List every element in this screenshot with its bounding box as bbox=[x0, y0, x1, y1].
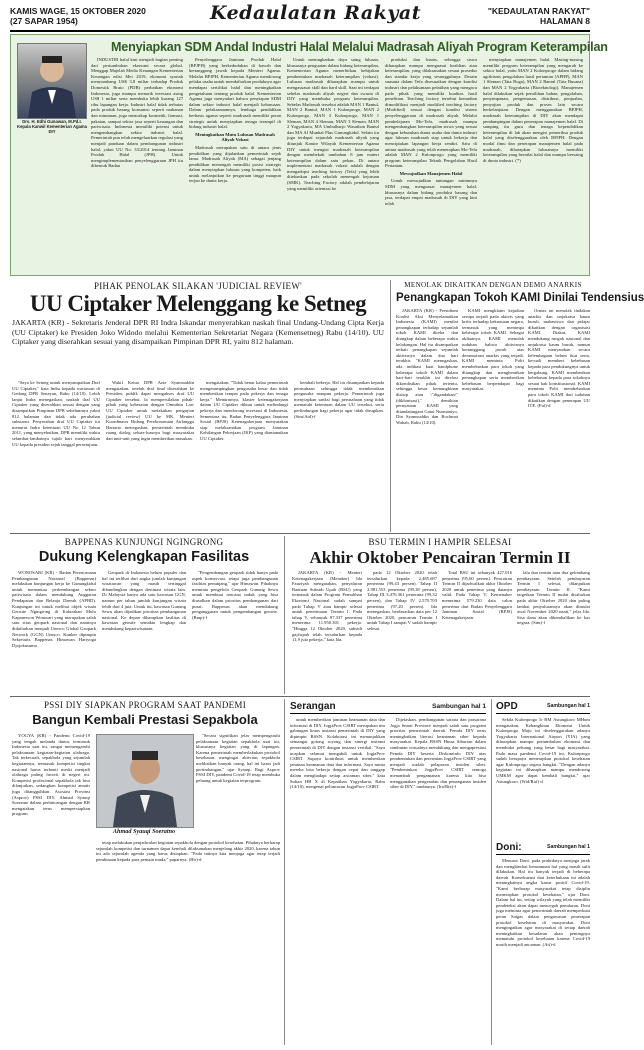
top-story-col5: menyiapkan manajemen halal. Masing-masing memiliki program keterampilan yang mengarah ke sektor halal, yaitu MAN 2 Kulonprogo dalam bidang agribisnis pengolahan hasil pertanian (APHP), MAN 1 Sleman (Tata Boga), MAN 2 Bantul (Tata Busana) dan MAN 2 Yogyakarta (Bioteknologi). Manajemen halal dilakukan sejak pemilihan bahan, pengolahan, penyimpanan, pengemasan, distribusi, penjualan, penyajian produk dan proses lain secara berkelanjutan. Dengan menggunakan BPJPH, madrasah keterampilan di DIY akan mendapat pendampingan dalam penerapan manajemen halal. Di samping itu guru dan tenaga kependidikan keterampilan di lab akan mengisi pemeriksa produk halal yang diselenggarakan oleh BPJPH. Dengan modal ilmu dan penerapan manajemen halal pada madrasah, diharapkan lulusannya memiliki keterampilan yang bernilai halal dan mampu bersaing di dunia industri. (*) bbox=[483, 57, 583, 163]
story4-kicker: BAPPENAS KUNJUNGI NGINGRONG bbox=[64, 537, 224, 547]
paper-logo: Kedaulatan Rakyat bbox=[210, 2, 421, 24]
doni-title: Doni: bbox=[496, 842, 522, 853]
date-sub: (27 SAPAR 1954) bbox=[10, 16, 78, 26]
story6-col2: "Secara signifikan jelas mempengaruhi pelaksanaan kegiatan sepakbola usai ini, khususnya kegiatan yang di lapangan. Karena pemerintah memberlakukan protokol kesehatan, mengingat aktivitas sepakbola melibatkan banyak orang, hal ini harus jadi pertimbangan," ujar Syauqi. Bagi Asprov PSSI DIY, pandemi Covid-19 tetap membuka peluang untuk kegiatan terprogram. bbox=[196, 733, 280, 783]
story6-kicker: PSSI DIY SIAPKAN PROGRAM SAAT PANDEMI bbox=[43, 700, 247, 710]
top-story-col2: Penyelenggara Jaminan Produk Halal (BPJPH) yang berkedudukan di bawah dan bertanggung jawab kepada Menteri Agama. Melalui BPJPH, Kementerian Agama mendorong pelaku usaha untuk mendaftarkan produknya agar mendapat sertifikat halal dan meningkatkan pengetahuan tentang produk halal. Kementerian Agama juga menyadari bahwa penyiapan SDM dalam sektor industri halal menjadi keharusan. Dalam pelaksanaannya, lembaga pendidikan berbasis agama seperti madrasah memiliki peran strategis untuk menyiapkan tenaga terampil di bidang industri halal. Meningkatkan Mutu Lulusan Madrasah Aliyah Vokasi Madrasah merupakan satu di antara jenis pendidikan yang dijalankan pemerintah sejak lama. Madrasah Aliyah (MA) sebagai jenjang pendidikan menengah memiliki posisi strategis dalam menyiapkan lulusan yang kompeten, baik untuk melanjutkan ke perguruan tinggi maupun terjun ke dunia kerja. bbox=[189, 57, 281, 184]
story2-kicker: PIHAK PENOLAK SILAKAN 'JUDICIAL REVIEW' bbox=[93, 281, 303, 291]
serangan-col2: Dijelaskan, pembangunan sarana dan prasarana Jogja Smart Province menjadi salah satu program prioritas pemerintah daerah. Pemda DIY terus meningkatkan literasi keamanan siber kepada masyarakat. Kepala BSSN Hinsa Siburian dalam sambutan virtualnya mendukung dan mengapresiasi Pemda DIY beserta Diskominfo DIY atas pembentukan dan peresmian JogjaProv CSIRT yang menjadi wadah pelaporan insiden siber. "Pembentukan JogjaProv CSIRT semoga menambah pengamanan karena kita bisa menggunakan pengenalan dan penanganan insiden siber di DIY," tandasnya. (Ira/Riz)-f bbox=[390, 717, 486, 790]
opd-sub: Sambungan hal 1 bbox=[547, 703, 590, 709]
story4-col1: WONOSARI (KR) - Badan Perencanaan Pembangunan Nasional (Bappenas) melakukan kunjungan kerja ke Gunungkidul untuk memantau perkembangan sektor pariwisata dalam mendukung Anggaran Pendapatan dan Belanja Daerah (APBD). Kunjungan ini untuk melihat objek wisata Geosite Ngingrong di Kalurahan Mulo Kapanewon Wonosari yang merupakan salah satu situs geopark nasional dan nantinya didaftarkan menjadi Unesco Global Geopark Network (GGN) Unesco. Kunker dipimpin Sekretaris Bappenas Himawan Hariyoga Djojokusumo. bbox=[12, 570, 96, 648]
top-story-box bbox=[10, 34, 608, 276]
opd-title: OPD bbox=[496, 701, 518, 712]
serangan-sub: Sambungan hal 1 bbox=[432, 703, 486, 710]
official-photo bbox=[17, 43, 87, 119]
section-label: "KEDAULATAN RAKYAT" bbox=[487, 6, 590, 16]
story5-kicker: BSU TERMIN I HAMPIR SELESAI bbox=[368, 537, 512, 547]
story2-col2: Wakil Ketua DPR Aziz Syamsuddin mengatakan, setelah draf final diserahkan ke Presiden, publik dapat mengakses draf UU Ciptaker tersebut. Ia mempersilakan pihak-pihak yang keberatan dengan Omnibus Law UU Ciptaker untuk melakukan pengujian (judicial review) UU ke MK. Menteri Koordinator Bidang Perekonomian Airlangga Hartarto menegaskan, pemerintah membuka ruang dialog seluas-luasnya bagi masyarakat dan unit-unit yang ingin memberikan masukan. bbox=[106, 380, 194, 441]
divider-vertical-4 bbox=[491, 699, 492, 1045]
photo-caption: Drs. H. Edhi Gunawan, M.Pd.I. Kepala Kanwil Kementerian Agama DIY bbox=[17, 119, 87, 134]
story6-col1: YOGYA (KR) - Pandemi Covid-19 yang tengah melanda dunia, termasuk Indonesia saat ini, sangat memengaruhi pelaksanaan kegiatan-kegiatan olahraga. Tak terkecuali, sepakbola yang sejumlah kegiatannya, termasuk kompetisi tingkat nasional harus terhenti meski menjadi olahraga paling favorit di negeri ini. Kompetisi profesional sepakbola tak bisa dilanjutkan, sedangkan kompetisi amatir juga ditangguhkan. Asosiasi Provinsi (Asprov) PSSI DIY, Ahmad Syauqi Soeratno dalam perbincangan dengan KR mengatakan terus mempersiapkan program. bbox=[12, 733, 90, 817]
serangan-header bbox=[290, 701, 486, 714]
masthead-rule bbox=[10, 30, 590, 32]
story3-col2: KAMI mengklaim kejadian serupa terjadi pada aktivis yang kritis terhadap kekuasaan negara, termasuk yang menimpa beberapa tokoh KAMI. Sebagai akibatnya, KAMI menolak tuduhan bahwa aktivisnya bertanggung jawab atas demonstrasi anarkis yang terjadi. KAMI meminta Polri membebaskan para tokoh yang ditangkap dan menghentikan penangkapan serta memberikan kebebasan berpendapat bagi masyarakat. bbox=[462, 308, 524, 392]
story5-col2: pada 12 Oktober 2020 telah tersalurkan kepada 2,485.687 penerima (99,43 persen). Tahap II 2.981.553 penerima (99,38 persen), Tahap III 3.476.361 penerima (99,32 persen), dan Tahap IV 2.579.703 penerima (97,20 persen). Ida menegaskan, berdasarkan data per 12 Oktober 2020, pencairan Termin I untuk Tahap I sampai V sudah hampir selesai. bbox=[367, 570, 437, 631]
top-story-col1: INDUSTRI halal kini menjadi bagian penting dari pertumbuhan ekonomi secara global. Menggap Majelah Media Keuangan Kementerian Keuangan edisi Mei 2019, ekonomi syariah menyumbang US$ 3,8 miliar terhadap Produk Domestik Bruto (PDB) perbaikan ekonomi Indonesia, juga mampu menarik investasi asing US$ 1 miliar serta membuka lebih kurang 127 ribu lapangan kerja. Industri halal tidak terbatas pada produk barang konsumsi seperti makanan dan minuman, juga mencakup kosmetik, farmasi, pakaian, sampai sektor jasa seperti keuangan dan pariwisata. Indonesia memiliki potensi untuk mengembangkan sektor industri halal. Pemerintah pun telah mengeluarkan regulasi yang menjadi panduan dalam pembangunan industri halal, yakni UU No. 33/2014 tentang Jaminan Produk Halal (JPH). Untuk mengimplementasikan penyelenggaraan JPH itu dibentuk Badan bbox=[91, 57, 183, 169]
top-story-subhead-1: Meningkatkan Mutu Lulusan Madrasah Aliyah Vokasi bbox=[195, 131, 275, 143]
story3-col3: Ormas ini menolak tindakan anarkis dan unjukrasa kaum buruh, mahasiswa dan pelajar dikaitkan dengan organisasi KAMI. Diakui, KAMI mendukung mogok nasional dan unjukrasa kaum buruh, namun KAMI menyatakan secara kelembagaan belum ikut serta, kecuali memberi kebebasan kepada para pendukungnya untuk bergabung. KAMI memberikan kebebasan kepada para tokohnya sesuai hak konstitusional. KAMI meminta Polri membebaskan para tokoh KAMI dari tuduhan dikaitkan dengan penerapan UU ITE. (Ful)-d bbox=[528, 308, 590, 409]
portrait-icon bbox=[18, 44, 86, 118]
top-story-subhead-2: Mewujudkan Manajemen Halal bbox=[399, 170, 463, 176]
divider-vertical-3 bbox=[284, 699, 285, 1045]
pssi-photo-caption: Ahmad Syauqi Soeratno bbox=[112, 828, 176, 835]
story2-lead: JAKARTA (KR) - Sekretaris Jenderal DPR RI Indra Iskandar menyerahkan naskah final Undang-Undang Cipta Kerja (UU Ciptaker) ke Presiden Joko Widodo melalui Kementerian Sekretariat Negara (Kemensetneg) Rabu (14/10). UU Ciptaker yang diserahkan sesuai yang disampaikan Pimpinan DPR RI, yaitu 812 halaman. bbox=[12, 318, 384, 347]
story5-col3: Total BSU ini sebanyak 427.016 penerima (95,60 persen). Pencairan Termin II dijadwalkan akhir Oktober 2020 untuk penerima yang datanya valid. Pada Tahap V, Kemenaker menerima 579.230 data calon penerima dari Badan Penyelenggara Jaminan Sosial (BPJS) Ketenagakerjaan. bbox=[442, 570, 512, 620]
divider-horizontal-2 bbox=[10, 696, 590, 697]
doni-col: Menurut Doni, pada praktiknya menjaga jarak dan menghindari kerumunan hal yang masih sulit dilakukan. Hal itu banyak terjadi di beberapa daerah. Konsekuensi dari keterbukaan ini adalah meningkatnya angka kasus positif Covid-19. "Kami berharap masyarakat tetap disiplin menerapkan protokol kesehatan," ujar Doni. Dalam hal ini, setiap wilayah yang telah memiliki pendeteksi akan dapat mencegah penularan. Doni juga meminta agar pemerintah daerah memperkuat peran Satgas dalam pengawasan penerapan protokol kesehatan di masyarakat. Doni mengingatkan agar masyarakat di setiap daerah meningkatkan kesadaran akan pentingnya mematuhi protokol kesehatan karena Covid-19 masih menjadi ancaman. (Ati)-d bbox=[496, 858, 590, 947]
story2-headline: UU Ciptaker Melenggang ke Setneg bbox=[29, 291, 367, 316]
story4-headline: Dukung Kelengkapan Fasilitas bbox=[38, 549, 250, 565]
portrait-icon bbox=[97, 735, 193, 827]
opd-header bbox=[496, 701, 590, 714]
doni-header bbox=[496, 842, 590, 855]
story4-col3: "Pengembangan geopark tidak hanya pada aspek konservasi, tetapi juga pembangunan fasilitas penunjang," ujar Himawan. Pihaknya meminta pengelola Geopark Gunung Sewu untuk membuat rencana induk yang bisa diusulkan dalam prioritas pembangunan dari pusat. Bappenas akan mendukung penganggaran untuk pengembangan geosite. (Bmp)-f bbox=[192, 570, 278, 620]
opd-col: Sekda Kulonprogo Ir RM Astungkoro MHum mengatakan, Kebangkitan Ekonomi Untuk Kulonprogo Maju ini diselenggarakan adanya Yogyakarta International Airport (YIA) yang diharapkan mampu pertumbuhan ekonomi dan membuka peluang yang besar bagi masyarakat. Pada masa pandemi Covid-19 ini, Kulonprogo sudah berupaya menerapkan protokol kesehatan agar Kulonprogo segera bangkit. "Dengan adanya kegiatan ini diharapkan mampu mendorong UMKM agar dapat kembali bangkit," ujar Astungkoro. (Wid/Ruf)-d bbox=[496, 717, 590, 784]
serangan-title: Serangan bbox=[290, 701, 336, 712]
story2-col4: kembali bekerja. Hal itu disampaikan kepada perusahaan sehingga tidak memberatkan pengusaha maupun pekerja. Pemerintah juga menyiapkan sanksi bagi perusahaan yang tidak mematuhi ketentuan dalam UU tersebut, serta perlindungan bagi pekerja agar tidak dirugikan. (Sim/Atd)-f bbox=[294, 380, 384, 419]
story2-col3: mengatakan, "Tidak benar kalau pemerintah mengesampingkan pengusaha besar dan tidak memberikan tempat pada pekerja dan tenaga kerja." Menurutnya, klaster ketenagakerjaan dalam UU Ciptaker dibuat untuk melindungi pekerja dan mendorong investasi di Indonesia. Sementara itu, Badan Penyelenggara Jaminan Sosial (BPJS) Ketenagakerjaan menyatakan siap melaksanakan program Jaminan Kehilangan Pekerjaan (JKP) yang diamanatkan UU Ciptaker. bbox=[200, 380, 288, 441]
page-number: HALAMAN 8 bbox=[539, 16, 590, 26]
story3-headline: Penangkapan Tokoh KAMI Dinilai Tendensius bbox=[396, 292, 644, 304]
story5-headline: Akhir Oktober Pencairan Termin II bbox=[309, 548, 571, 567]
story5-col4: lalu dua termin atau dua gelombang pembayaran. Setelah pembayaran Termin I selesai, dilanjutkan pembayaran Termin II. "Kami targetkan Termin II mulai disalurkan pada akhir Oktober 2020 dan paling lambat penyalurannya akan dimulai awal November 2020 nanti," jelas Ida. Sisa dana akan dikembalikan ke kas negara. (Sim)-f bbox=[517, 570, 590, 626]
story2-col1: "Saya ke Setneg untuk menyampaikan Draf UU Ciptaker," kata Indra kepada wartawan di Gedung DPR Senayan, Rabu (14/10). Lebih lanjut Indra menegaskan, naskah draf UU Ciptaker yang diserahkan sesuai dengan yang disampaikan Pimpinan DPR sebelumnya yakni 812 halaman dan tidak ada perubahan substansi. Penyerahan draf UU Ciptaker itu menurut Indra ketentuan UU No 12 Tahun 2011, yang menyebutkan, DPR memiliki waktu selambat-lambatnya tujuh hari menyerahkan UU kepada presiden sejak tanggal persetujuan. bbox=[12, 380, 100, 447]
divider-vertical-2 bbox=[284, 536, 285, 694]
divider-horizontal-1 bbox=[10, 533, 590, 534]
story5-col1: JAKARTA (KR) - Menteri Ketenagakerjaan (Menaker) Ida Fauziyah mengatakan, penyaluran Bantuan Subsidi Upah (BSU) yang termasuk dalam Program Pemulihan Ekonomi Nasional sudah sampai pada Tahap V atau hampir selesai untuk penerimaan Termin I. Pada tahap V, sebanyak 97.337 penerima menerima 11.950.301 pekerja. "Hingga 12 Oktober 2020, subsidi gaji/upah telah tersalurkan kepada 11,9 juta pekerja," kata Ida. bbox=[292, 570, 362, 643]
doni-sub: Sambungan hal 1 bbox=[547, 844, 590, 850]
top-story-col4: produksi dan bisnis, sehingga siswa diharapkan mampu menguasai keahlian atau keterampilan, yang dilaksanakan sesuai prosedur dan standar kerja yang sesungguhnya. Desain suasana dalam Tefa disesuaikan dengan kondisi industri dan pelaksanaan pelatihan yang mengacu pada pihak yang memiliki kualitas hasil penelitian. Teaching factory tersebut kemudian dimodifikasi menjadi modified teaching factory (Modified) sesuai dengan kondisi sistem penyelenggaraan di madrasah aliyah. Melalui pembelajaran Mo-Tefa, madrasah mampu mengembangkan keterampilan siswa yang sesuai dengan kebutuhan dunia usaha dan dunia industri agar lulusan madrasah siap untuk bekerja dan menciptakan lapangan kerja sendiri. Satu di antara madrasah yang telah menerapkan Mo-Tefa adalah MAN 2 Kulonprogo yang memiliki program keterampilan Teknik Pengolahan Hasil Pertanian. Mewujudkan Manajemen Halal Untuk mewujudkan tantangan minimnya SDM yang menguasai manajemen halal, khususnya dalam bidang produksi barang dan jasa, terdapat empat madrasah di DIY yang kini telah bbox=[385, 57, 477, 206]
story3-kicker: MENOLAK DIKAITKAN DENGAN DEMO ANARKIS bbox=[404, 281, 582, 289]
top-story-headline: Menyiapkan SDM Andal Industri Halal Melalui Madrasah Aliyah Program Keterampilan bbox=[111, 40, 608, 54]
story6-col3: tetap melakukan penjadwalan kegiatan sepakbola dengan protokol kesehatan. Pihaknya berharap sejumlah kompetisi dan turnamen dapat kembali dilaksanakan menjelang akhir 2020, karena tahun ini ada sejumlah agenda yang harus disiapkan. "Pada intinya kita menjaga agar tetap terjadi pembinaan kepada para pemain muda," paparnya. (Hit)-d bbox=[96, 840, 280, 862]
story6-headline: Bangun Kembali Prestasi Sepakbola bbox=[32, 712, 258, 727]
story4-col2: Geopark di Indonesia belum populer dan hal ini terlihat dari angka jumlah kunjungan wisatawan yang masih tertinggal dibandingkan dengan destinasi wisata lain. Di Malaysia hanya ada satu kawasan GGN, namun per tahun jumlah kunjungan wisata lebih dari 4 juta. Untuk itu, kawasan Gunung Sewu akan dijadikan prioritas pembangunan nasional. Ke depan diharapkan fasilitas di kawasan geosite semakin lengkap dan mendukung kepariwisataan. bbox=[102, 570, 186, 631]
pssi-photo bbox=[96, 734, 194, 828]
top-story-col3: Untuk meningkatkan daya saing lulusan, khususnya penguatan dalam bidang keterampilan, Kementerian Agama menerbitkan kebijakan pembentukan madrasah keterampilan (vokasi). Lulusan madrasah diharapkan mampu untuk mengasuasai skill dan hard skill. Saat ini terdapat sebelas madrasah aliyah negeri dan swasta di DIY yang membuka program keterampilan. Sebelas Madrasah tersebut adalah MAN 1 Bantul, MAN 2 Bantul, MAN 1 Kulonprogo, MAN 2 Kulonprogo, MAN 3 Kulonprogo, MAN 1 Sleman, MAN 4 Sleman, MAN 3 Sleman, MAN 2 Yogyakarta, MA Umbulharjo Wasathon Bantul dan MA Al Munhal Plus Gunungkidul. Selain itu juga terdapat sejumlah madrasah aliyah yang ditunjuk Kantor Wilayah Kementerian Agama DIY untuk mengisi madrasah keterampilan dengan membekali tambahan 8 jam materi keterampilan dalam satu pekan. Di antara implementasi madrasah vokasi adalah dengan mengadopsi teaching factory (Tefa) yang lebih ditekankan pada sekolah menengah kejuruan (SMK). Teaching Factory adalah pembelajaran yang memiliki orientasi ke bbox=[287, 57, 379, 191]
story3-col1: JAKARTA (KR) - Presidium Koalisi Aksi Menyelamatkan Indonesia (KAMI) menilai penangkapan terhadap sejumlah tokoh KAMI direka dan diungkap dalam beberapa waktu belakangan. Hal itu disampaikan terkait penangkapan sejumlah aktivisnya dalam dua hari terakhir. "KAMI menegaskan, ada indikasi kuat handphone beberapa tokoh KAMI dalam hari-hari terakhir ini direlasi dikondisikan pihak tertentu, sehingga besar kemungkinan disisip atau \"digandakan\" (diklonisasi)," demikian pernyataan KAMI yang ditandatangani Gatot Nurmantyo, Din Syamsuddin dan Rochmat Wahab, Rabu (14/10). bbox=[396, 308, 458, 425]
divider-vertical-1 bbox=[390, 280, 391, 532]
date-line: KAMIS WAGE, 15 OKTOBER 2020 bbox=[10, 6, 146, 16]
serangan-col1: untuk memberikan jaminan keamanan data dan informasi di DIY. JogjaProv CSIRT merupakan tim gabungan lintas instansi pemerintah di DIY yang dipimpin BSSN. Kolaborasi ini menunjukkan semangat gotong royong dan sinergi instansi pemerintah di DIY dengan instansi vertikal. "Saya ucapkan selamat mengabdi untuk JogjaProv CSIRT. Supaya kontribusi untuk memberikan jaminan keamanan data dan informasi. Saya minta mereka bisa bekerja dengan cepat dan tanggap dalam menghadapi setiap ancaman siber," kata Sultan HB X di Kepatihan Yogyakarta, Rabu (14/10), mengenai peluncuran JogjaProv CSIRT. bbox=[290, 717, 385, 790]
